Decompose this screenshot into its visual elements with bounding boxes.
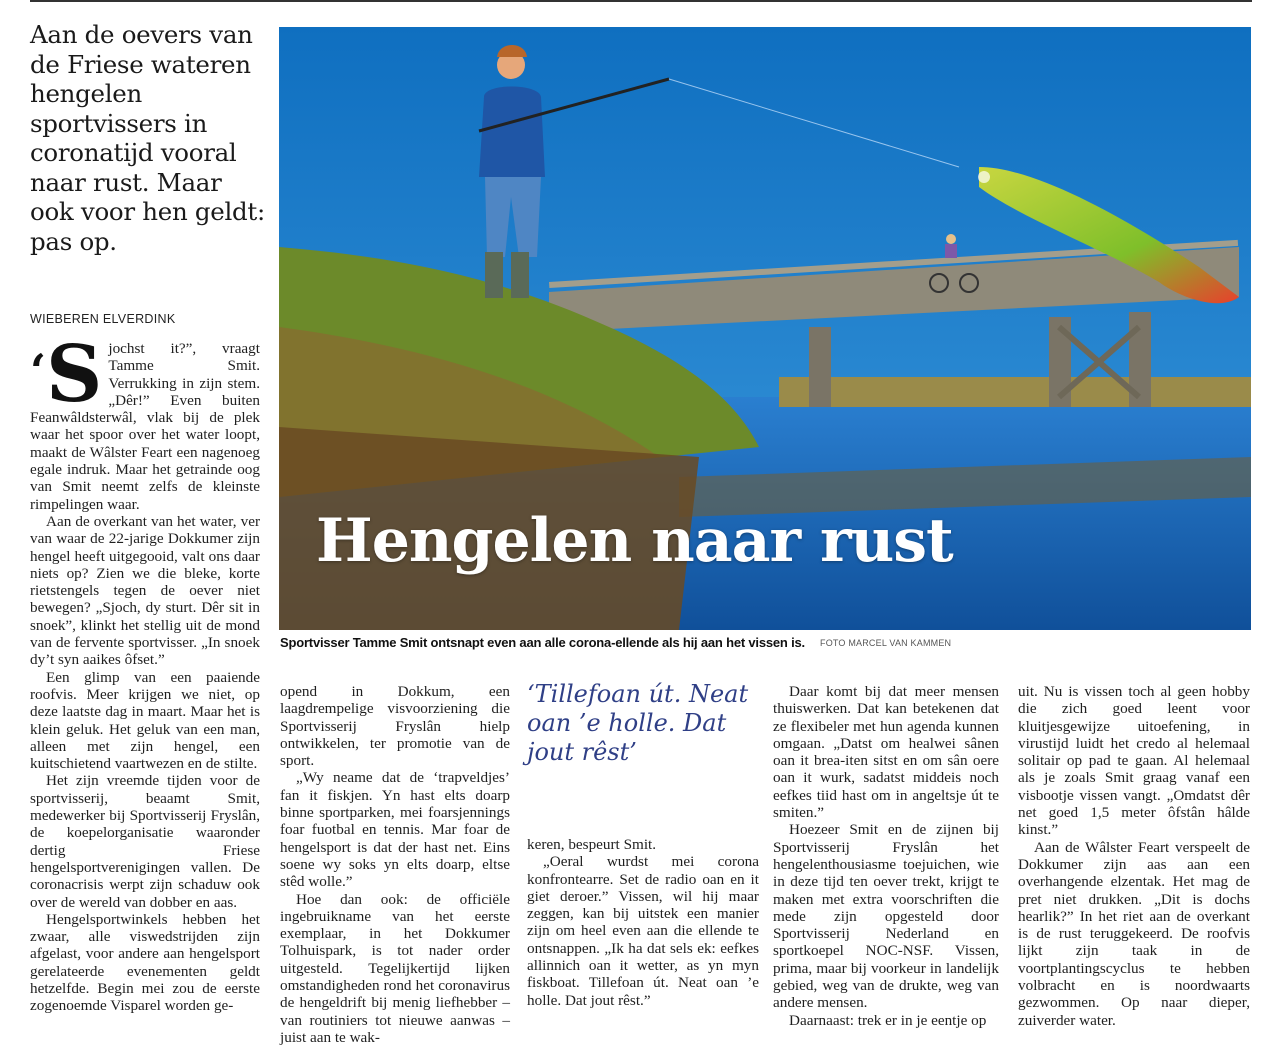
paragraph: „Wy neame dat de ‘trapveldjes’ fan it fiskjen. Yn hast elts doarp binne sportparken, mei foarsjennings foar fuotbal en tennis. Mar foar de hengelsport is dat der hast net. Eins soene wy soks yn elts doarp, eltse stêd wolle.” (280, 769, 510, 891)
paragraph: Een glimp van een paaiende roofvis. Meer krijgen we niet, op deze laatste dag in maart. Maar het is klein geluk. Het geluk van een man, alleen met zijn hengel, een kuitschietend vaartwezen en de stilte. (30, 668, 260, 773)
drop-cap-quote: ‘ (30, 344, 47, 398)
article-column-3 (527, 836, 759, 1009)
paragraph: Daar komt bij dat meer mensen thuiswerken. Dat kan betekenen dat ze flexibeler met hun agenda kunnen omgaan. „Datst om healwei sânen oan it brea-iten sitst en om sân oere oan it wurk, sadatst middeis noch eefkes tiid hast om in angeltsje út te smiten.” (773, 683, 999, 822)
article-column-1 (30, 329, 260, 1015)
article-column-5 (1018, 683, 1250, 1029)
drop-cap-letter: S (46, 329, 103, 420)
article-column-2 (280, 683, 510, 1046)
article-column-4 (773, 683, 999, 1029)
paragraph: Hengelsportwinkels hebben het zwaar, alle viswedstrijden zijn afgelast, voor andere aan hengelsport gerelateerde evenementen geldt hetzelfde. Begin mei zou de eerste zogenoemde Visparel worden ge- (30, 910, 260, 1015)
paragraph: Daarnaast: trek er in je eentje op (789, 1011, 987, 1029)
paragraph: Aan de Wâlster Feart verspeelt de Dokkumer zijn aas aan een overhangende elzentak. Het mag de pret niet drukken. „Dit is dochs hearlik?” In het riet aan de overkant is de rust teruggekeerd. De roofvis lijkt zijn taak in de voortplantingscyclus te hebben volbracht en is noordwaarts gezwommen. Op naar dieper, zuiverder water. (1018, 838, 1250, 1029)
paragraph: keren, bespeurt Smit. (527, 836, 657, 853)
article-intro: Aan de oevers van de Friese wateren hengelen sportvissers in coronatijd vooral naar rust. Maar ook voor hen geldt: pas op. (30, 20, 265, 256)
top-rule (30, 0, 1252, 2)
paragraph: „Oeral wurdst mei corona konfrontearre. Set de radio oan en it giet deroer.” Vissen, wil hij maar zeggen, kan bij uitstek een manier zijn om heel even aan die ellende te ontsnappen. „Ik ha dat sels ek: eefkes allinnich oan it wetter, as yn myn fiskboat. Tillefoan út. Neat oan ’e holle. Dat jout rêst.” (527, 853, 759, 1009)
paragraph: Hoe dan ook: de officiële ingebruikname van het eerste exemplaar, in het Dokkumer Tolhuispark, is tot nader order uitgesteld. Tegelijkertijd lijken omstandigheden rond het coronavirus de hengeldrift bij menig liefhebber – van routiniers tot nieuwe aanwas – juist aan te wak- (280, 890, 510, 1046)
paragraph: jochst it?”, vraagt Tamme Smit. Verrukking in zijn stem. „Dêr!” Even buiten Feanwâldsterwâl, vlak bij de plek waar het spoor over het water loopt, maakt de Wâlster Feart een nagenoeg egale indruk. Maar het getrainde oog van Smit neemt zelfs de kleinste rimpelingen waar. (30, 340, 260, 513)
paragraph: uit. Nu is vissen toch al geen hobby die zich goed leent voor kluitjesgewijze uitoefening, in virustijd luidt het credo al helemaal solitair op pad te gaan. Al helemaal als je zoals Smit graag vanaf een visbootje vissen vangt. „Omdatst dêr net goed 1,5 meter ôfstân hâlde kinst.” (1018, 683, 1250, 839)
paragraph: Hoezeer Smit en de zijnen bij Sportvisserij Fryslân het hengelenthousiasme toejuichen, wie in deze tijd ten oever trekt, krijgt te maken met extra voorschriften die mede zijn opgesteld door Sportvisserij Nederland en sportkoepel NOC-NSF. Vissen, prima, maar bij voorkeur in landelijk gebied, weg van de drukte, weg van andere mensen. (773, 821, 999, 1012)
headline: Hengelen naar rust (316, 506, 953, 576)
paragraph: Het zijn vreemde tijden voor de sportvisserij, beaamt Smit, medewerker bij Sportvisserij Fryslân, de koepelorganisatie waaronder dertig Friese hengelsportverenigingen vallen. De coronacrisis werpt zijn schaduw ook over de wereld van dobber en aas. (30, 772, 260, 911)
byline: WIEBEREN ELVERDINK (30, 312, 176, 326)
paragraph: opend in Dokkum, een laagdrempelige visvoorziening die Sportvisserij Fryslân hielp ontwikkelen, ter promotie van de sport. (280, 683, 510, 770)
photo-caption: Sportvisser Tamme Smit ontsnapt even aan alle corona-ellende als hij aan het vissen is. (280, 635, 805, 650)
photo-credit: FOTO MARCEL VAN KAMMEN (820, 638, 952, 648)
far-bank (779, 377, 1251, 407)
paragraph: Aan de overkant van het water, ver van waar de 22-jarige Dokkumer zijn hengel heeft uitgegooid, valt ons daar niets op? Zien we die bleke, korte rietstengels tegen de oever niet bewegen? „Sjoch, dy sturt. Dêr sit in snoek”, klinkt het stellig uit de mond van de fervente sportvisser. „In snoek dy’t syn aaikes ôfset.” (30, 512, 260, 669)
drop-cap (30, 329, 103, 420)
pull-quote: ‘Tillefoan út. Neat oan ’e holle. Dat jout rêst’ (527, 680, 749, 766)
